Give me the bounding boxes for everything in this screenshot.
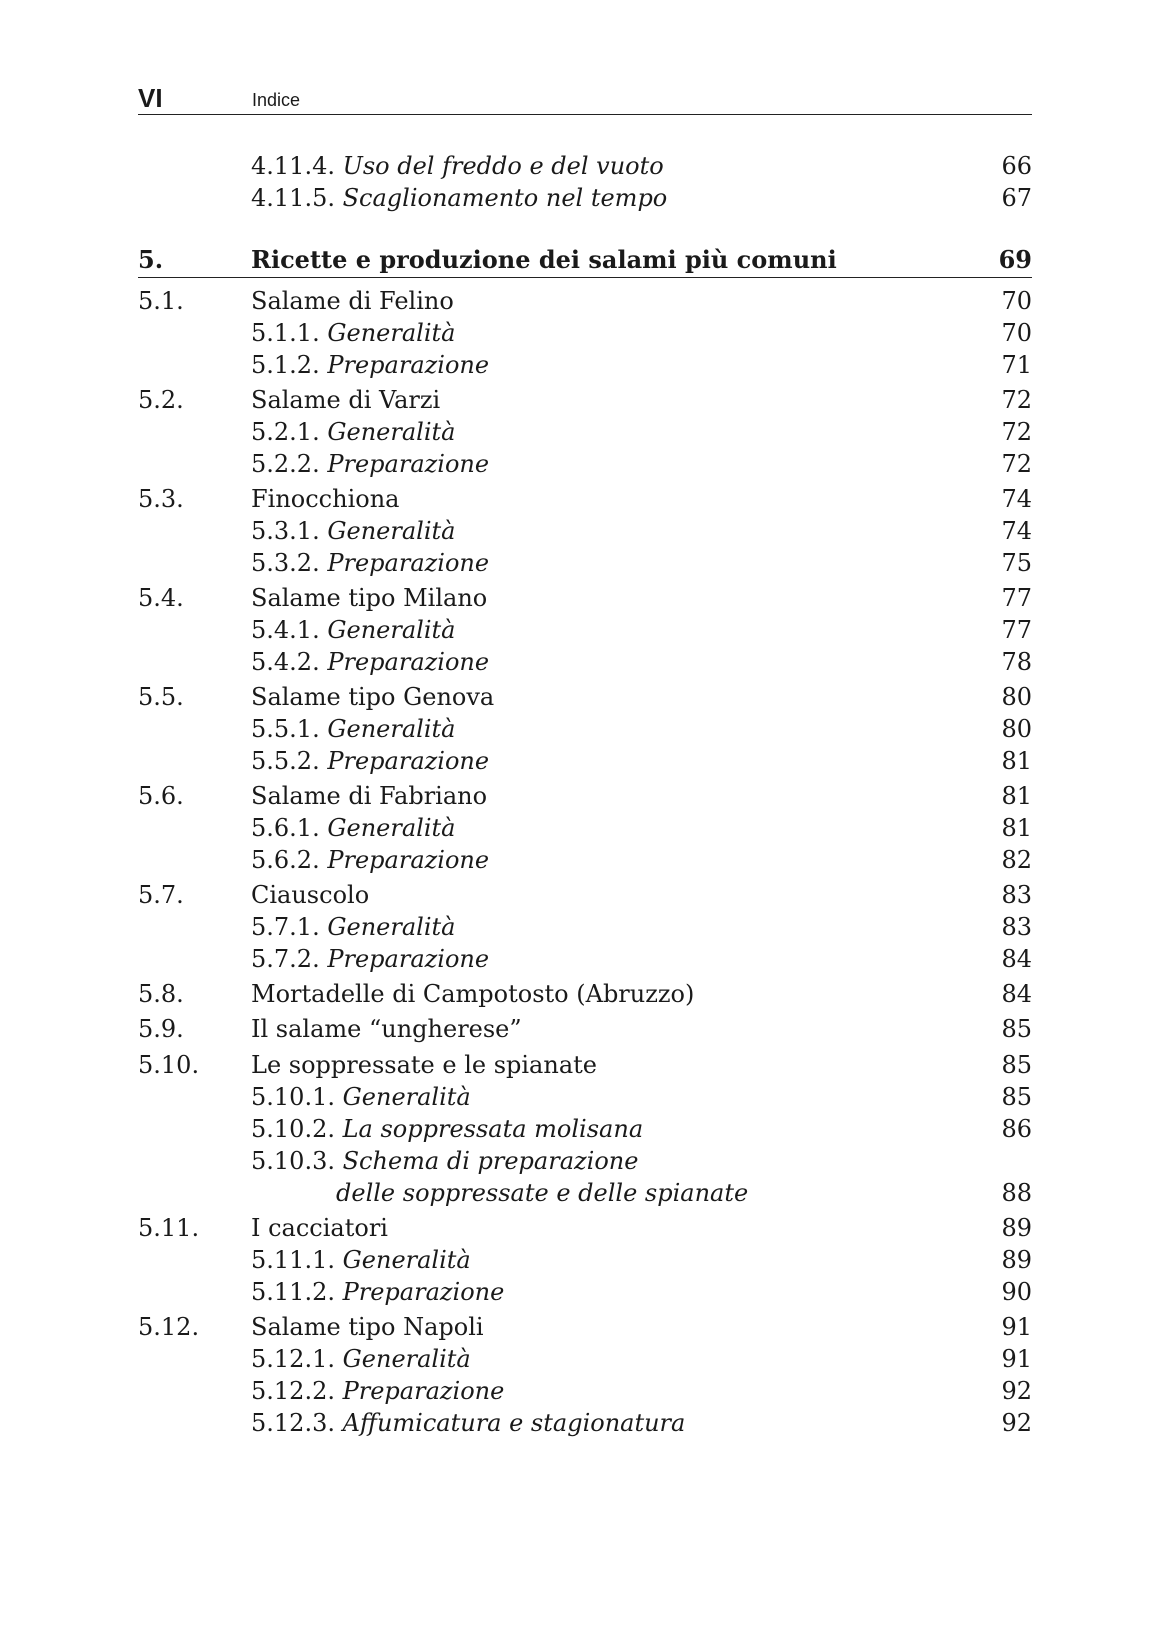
subsection-title-continuation: delle soppressate e delle spianate bbox=[336, 1179, 749, 1207]
page-number: 92 bbox=[1001, 1409, 1032, 1437]
subsection-number: 5.6.1. bbox=[251, 814, 320, 842]
toc-entry bbox=[138, 1013, 1032, 1046]
toc-entry bbox=[138, 150, 1032, 183]
toc-entry bbox=[138, 317, 1032, 350]
toc-entry bbox=[138, 1177, 1032, 1210]
page-number: 71 bbox=[1001, 351, 1032, 379]
subsection-label bbox=[251, 1113, 643, 1146]
subsection-number: 5.12.1. bbox=[251, 1345, 335, 1373]
page-number: 88 bbox=[1001, 1179, 1032, 1207]
toc-entry bbox=[138, 713, 1032, 746]
section-number: 5.11. bbox=[138, 1214, 200, 1242]
section-title: Ciauscolo bbox=[251, 881, 370, 909]
subsection-title: Preparazione bbox=[327, 846, 490, 874]
toc-entry bbox=[138, 483, 1032, 516]
section-title: Ricette e produzione dei salami più comuni bbox=[251, 245, 837, 274]
toc-entry bbox=[138, 448, 1032, 481]
subsection-number: 5.7.1. bbox=[251, 913, 320, 941]
subsection-number: 5.12.2. bbox=[251, 1377, 335, 1405]
section-title: I cacciatori bbox=[251, 1214, 388, 1242]
page-number: 69 bbox=[998, 245, 1032, 274]
page-number: 91 bbox=[1001, 1345, 1032, 1373]
subsection-title: Generalità bbox=[342, 1246, 471, 1274]
subsection-title: Generalità bbox=[327, 616, 456, 644]
subsection-label bbox=[251, 844, 489, 877]
section-title: Finocchiona bbox=[251, 485, 400, 513]
section-title: Salame tipo Milano bbox=[251, 584, 488, 612]
subsection-number: 5.11.2. bbox=[251, 1278, 335, 1306]
subsection-number: 5.2.2. bbox=[251, 450, 320, 478]
section-title: Salame di Varzi bbox=[251, 386, 441, 414]
subsection-number: 5.5.1. bbox=[251, 715, 320, 743]
section-number: 5.6. bbox=[138, 782, 184, 810]
page-folio: VI bbox=[138, 83, 163, 113]
page-number: 84 bbox=[1001, 980, 1032, 1008]
subsection-title: Preparazione bbox=[327, 351, 490, 379]
subsection-title: Affumicatura e stagionatura bbox=[342, 1409, 686, 1437]
subsection-title: Generalità bbox=[327, 319, 456, 347]
section-title: Le soppressate e le spianate bbox=[251, 1051, 597, 1079]
toc-entry bbox=[138, 416, 1032, 449]
page-number: 81 bbox=[1001, 782, 1032, 810]
page-number: 67 bbox=[1001, 184, 1032, 212]
toc-entry bbox=[138, 1311, 1032, 1344]
toc-entry bbox=[138, 182, 1032, 215]
section-number: 5.7. bbox=[138, 881, 184, 909]
subsection-label bbox=[251, 1407, 685, 1440]
subsection-number: 5.5.2. bbox=[251, 747, 320, 775]
running-head-title: Indice bbox=[252, 90, 301, 110]
page-number: 89 bbox=[1001, 1246, 1032, 1274]
page-number: 84 bbox=[1001, 945, 1032, 973]
subsection-title: Generalità bbox=[327, 913, 456, 941]
subsection-label bbox=[251, 713, 455, 746]
section-number: 5.4. bbox=[138, 584, 184, 612]
subsection-title: Uso del freddo e del vuoto bbox=[342, 152, 664, 180]
subsection-label bbox=[251, 416, 455, 449]
toc-entry bbox=[138, 582, 1032, 615]
page-number: 80 bbox=[1001, 715, 1032, 743]
toc-entry bbox=[138, 285, 1032, 318]
running-head bbox=[138, 82, 1032, 115]
page-number: 74 bbox=[1001, 485, 1032, 513]
subsection-label bbox=[251, 943, 489, 976]
page-number: 85 bbox=[1001, 1015, 1032, 1043]
subsection-title: Schema di preparazione bbox=[342, 1147, 639, 1175]
page-number: 72 bbox=[1001, 418, 1032, 446]
toc-entry bbox=[138, 1276, 1032, 1309]
toc-entry bbox=[138, 780, 1032, 813]
toc-entry bbox=[138, 1081, 1032, 1114]
subsection-label bbox=[251, 349, 489, 382]
subsection-title: Preparazione bbox=[327, 549, 490, 577]
subsection-title: Preparazione bbox=[327, 945, 490, 973]
page-number: 70 bbox=[1001, 287, 1032, 315]
page-number: 83 bbox=[1001, 913, 1032, 941]
subsection-label bbox=[251, 1375, 504, 1408]
subsection-number: 5.1.1. bbox=[251, 319, 320, 347]
chapter-heading bbox=[138, 243, 1032, 278]
subsection-label bbox=[251, 911, 455, 944]
subsection-number: 5.10.1. bbox=[251, 1083, 335, 1111]
subsection-title: Generalità bbox=[327, 517, 456, 545]
subsection-number: 5.10.3. bbox=[251, 1147, 335, 1175]
subsection-label bbox=[251, 1276, 504, 1309]
section-title: Salame tipo Genova bbox=[251, 683, 495, 711]
toc-entry bbox=[138, 1375, 1032, 1408]
section-number: 5.3. bbox=[138, 485, 184, 513]
subsection-label bbox=[251, 1145, 638, 1178]
page-number: 85 bbox=[1001, 1051, 1032, 1079]
section-number: 5.10. bbox=[138, 1051, 200, 1079]
subsection-label bbox=[251, 745, 489, 778]
subsection-label bbox=[251, 547, 489, 580]
page-number: 81 bbox=[1001, 814, 1032, 842]
toc-entry bbox=[138, 1212, 1032, 1245]
page-number: 80 bbox=[1001, 683, 1032, 711]
subsection-number: 5.6.2. bbox=[251, 846, 320, 874]
page-number: 78 bbox=[1001, 648, 1032, 676]
section-number: 5. bbox=[138, 245, 164, 274]
toc-entry bbox=[138, 1049, 1032, 1082]
page-number: 85 bbox=[1001, 1083, 1032, 1111]
toc-entry bbox=[138, 812, 1032, 845]
subsection-label bbox=[251, 515, 455, 548]
toc-entry bbox=[138, 978, 1032, 1011]
subsection-number: 5.11.1. bbox=[251, 1246, 335, 1274]
subsection-number: 4.11.5. bbox=[251, 184, 335, 212]
subsection-label bbox=[251, 1343, 471, 1376]
toc-entry bbox=[138, 646, 1032, 679]
page-number: 83 bbox=[1001, 881, 1032, 909]
section-number: 5.2. bbox=[138, 386, 184, 414]
section-title: Salame di Fabriano bbox=[251, 782, 488, 810]
section-title: Salame tipo Napoli bbox=[251, 1313, 484, 1341]
page-number: 74 bbox=[1001, 517, 1032, 545]
page-number: 75 bbox=[1001, 549, 1032, 577]
subsection-label bbox=[251, 1081, 471, 1114]
toc-entry bbox=[138, 1145, 1032, 1178]
subsection-title: Preparazione bbox=[342, 1278, 505, 1306]
toc-entry bbox=[138, 547, 1032, 580]
subsection-title: La soppressata molisana bbox=[342, 1115, 644, 1143]
page-number: 66 bbox=[1001, 152, 1032, 180]
subsection-number: 5.3.2. bbox=[251, 549, 320, 577]
subsection-title: Preparazione bbox=[327, 648, 490, 676]
subsection-number: 5.4.2. bbox=[251, 648, 320, 676]
subsection-label bbox=[251, 448, 489, 481]
toc-entry bbox=[138, 911, 1032, 944]
section-number: 5.1. bbox=[138, 287, 184, 315]
toc-entry bbox=[138, 1343, 1032, 1376]
page-number: 82 bbox=[1001, 846, 1032, 874]
subsection-number: 5.4.1. bbox=[251, 616, 320, 644]
toc-entry bbox=[138, 879, 1032, 912]
page-number: 70 bbox=[1001, 319, 1032, 347]
subsection-number: 5.10.2. bbox=[251, 1115, 335, 1143]
page-number: 72 bbox=[1001, 450, 1032, 478]
page-number: 91 bbox=[1001, 1313, 1032, 1341]
subsection-title: Scaglionamento nel tempo bbox=[342, 184, 668, 212]
toc-entry bbox=[138, 614, 1032, 647]
page-number: 92 bbox=[1001, 1377, 1032, 1405]
toc-entry bbox=[138, 681, 1032, 714]
section-number: 5.5. bbox=[138, 683, 184, 711]
section-number: 5.12. bbox=[138, 1313, 200, 1341]
subsection-label bbox=[251, 317, 455, 350]
subsection-number: 5.3.1. bbox=[251, 517, 320, 545]
subsection-number: 5.7.2. bbox=[251, 945, 320, 973]
section-title: Salame di Felino bbox=[251, 287, 454, 315]
subsection-label bbox=[251, 150, 664, 183]
subsection-title: Generalità bbox=[342, 1345, 471, 1373]
page-number: 89 bbox=[1001, 1214, 1032, 1242]
toc-entry bbox=[138, 515, 1032, 548]
subsection-title: Generalità bbox=[327, 418, 456, 446]
page-number: 86 bbox=[1001, 1115, 1032, 1143]
section-title: Mortadelle di Campotosto (Abruzzo) bbox=[251, 980, 695, 1008]
toc-entry bbox=[138, 1113, 1032, 1146]
toc-entry bbox=[138, 943, 1032, 976]
subsection-number: 5.1.2. bbox=[251, 351, 320, 379]
subsection-label bbox=[251, 182, 667, 215]
subsection-number: 5.12.3. bbox=[251, 1409, 335, 1437]
toc-entry bbox=[138, 349, 1032, 382]
subsection-number: 4.11.4. bbox=[251, 152, 335, 180]
toc-entry bbox=[138, 384, 1032, 417]
section-number: 5.8. bbox=[138, 980, 184, 1008]
page-number: 77 bbox=[1001, 584, 1032, 612]
subsection-label bbox=[251, 1244, 471, 1277]
subsection-title: Generalità bbox=[327, 715, 456, 743]
page-number: 77 bbox=[1001, 616, 1032, 644]
section-number: 5.9. bbox=[138, 1015, 184, 1043]
subsection-label bbox=[251, 812, 455, 845]
toc-entry bbox=[138, 1244, 1032, 1277]
page-number: 72 bbox=[1001, 386, 1032, 414]
subsection-title: Preparazione bbox=[327, 747, 490, 775]
toc-entry bbox=[138, 1407, 1032, 1440]
subsection-title: Generalità bbox=[327, 814, 456, 842]
toc-entry bbox=[138, 844, 1032, 877]
subsection-title: Preparazione bbox=[327, 450, 490, 478]
subsection-title: Preparazione bbox=[342, 1377, 505, 1405]
subsection-label bbox=[251, 614, 455, 647]
page-number: 90 bbox=[1001, 1278, 1032, 1306]
page-number: 81 bbox=[1001, 747, 1032, 775]
subsection-number: 5.2.1. bbox=[251, 418, 320, 446]
toc-entry bbox=[138, 745, 1032, 778]
section-title: Il salame “ungherese” bbox=[251, 1015, 522, 1043]
subsection-title: Generalità bbox=[342, 1083, 471, 1111]
subsection-label bbox=[251, 646, 489, 679]
